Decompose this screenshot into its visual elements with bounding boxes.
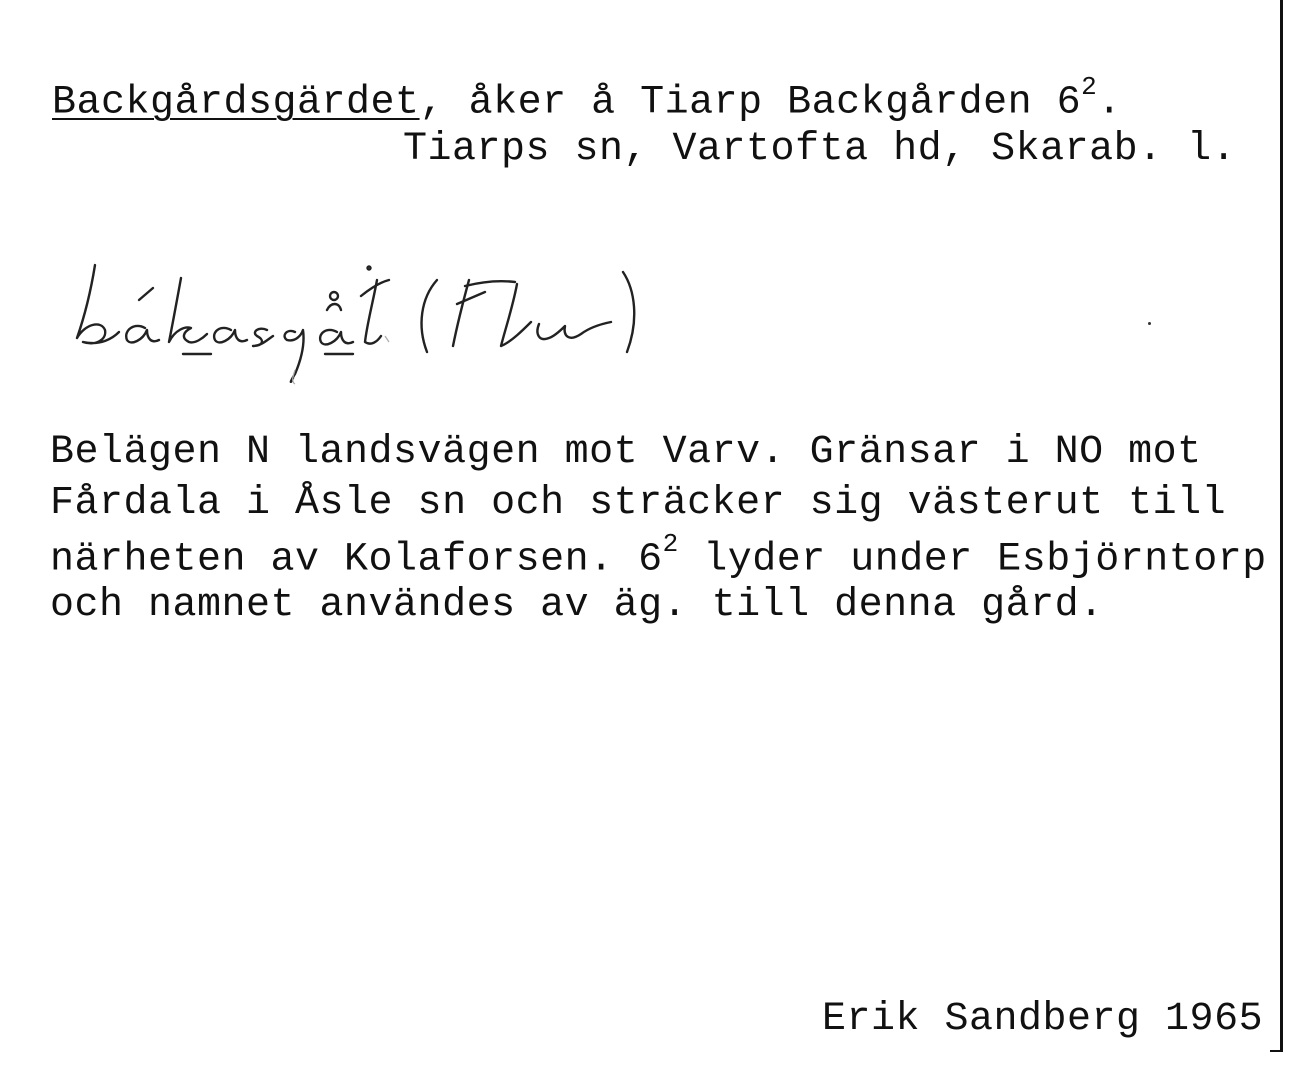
speck (1148, 322, 1151, 325)
body-superscript: 2 (662, 529, 679, 559)
title-description: , åker å Tiarp Backgården 6 (419, 80, 1082, 126)
title-line (52, 72, 1122, 126)
signature: Erik Sandberg 1965 (822, 997, 1264, 1042)
location-line: Tiarps sn, Vartofta hd, Skarab. l. (403, 127, 1237, 172)
body-line-3 (50, 529, 1267, 583)
title-superscript: 2 (1081, 72, 1098, 102)
body-line-3-end: lyder under Esbjörntorp (678, 537, 1267, 583)
headword: Backgårdsgärdet (52, 80, 420, 126)
body-line-1: Belägen N landsvägen mot Varv. Gränsar i NO mot (50, 430, 1202, 475)
card-edge (1280, 0, 1283, 1052)
body-line-2: Fårdala i Åsle sn och sträcker sig västerut till (50, 481, 1227, 526)
handwritten-pronunciation (55, 250, 695, 390)
card-edge-foot (1270, 1050, 1283, 1052)
title-end: . (1097, 80, 1122, 126)
body-line-3-start: närheten av Kolaforsen. 6 (50, 537, 663, 583)
body-line-4: och namnet användes av äg. till denna gård. (50, 583, 1104, 628)
